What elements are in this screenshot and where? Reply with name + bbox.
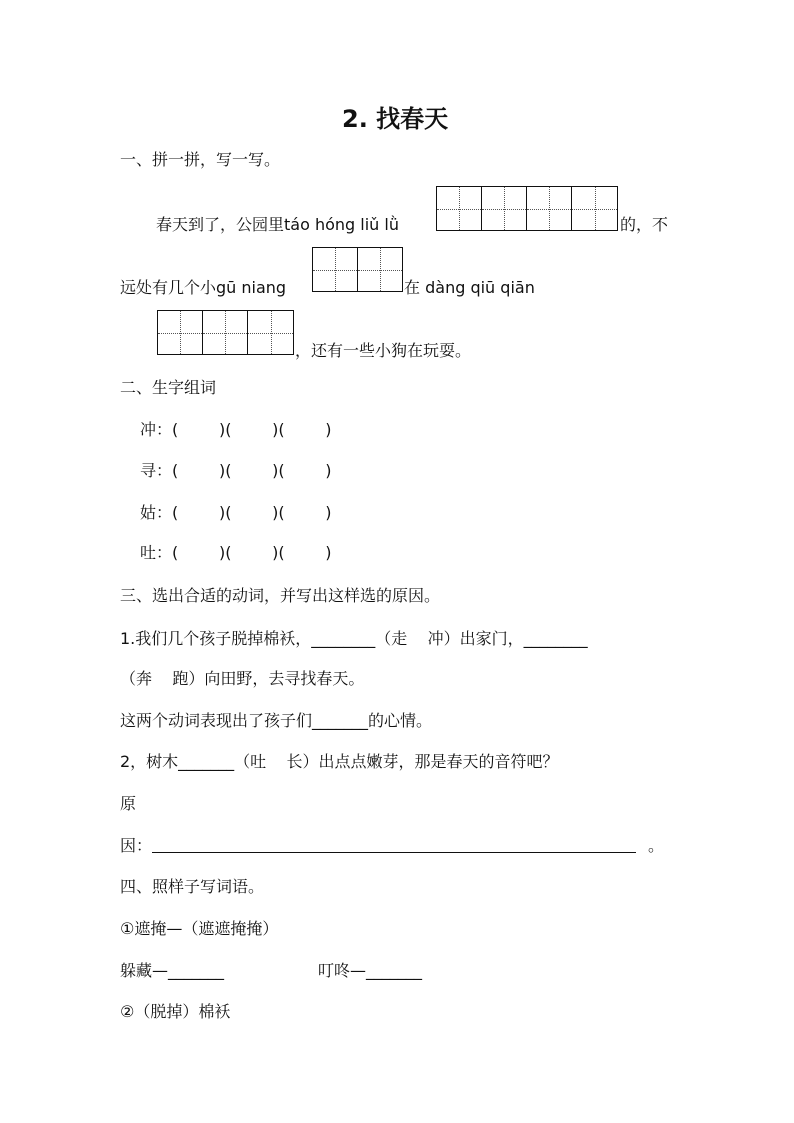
section1-heading: 一、拼一拼，写一写。 [120, 150, 281, 169]
word-row-blanks[interactable]: ( )( )( ) [172, 420, 332, 439]
grid-cell[interactable] [313, 248, 358, 291]
word-row-blanks[interactable]: ( )( )( ) [172, 543, 332, 562]
grid-cell[interactable] [572, 187, 617, 230]
reason-line [120, 836, 664, 856]
line2-prefix: 远处有几个小 [120, 278, 217, 297]
q1-line1[interactable]: 1.我们几个孩子脱掉棉袄，________（走 冲）出家门，________ [120, 629, 588, 648]
example-2: ②（脱掉）棉袄 [120, 1002, 231, 1021]
writing-grid-dangqiuqian[interactable] [157, 310, 294, 355]
grid-cell[interactable] [437, 187, 482, 230]
grid-cell[interactable] [358, 248, 403, 291]
word-row-blanks[interactable]: ( )( )( ) [172, 461, 332, 480]
word-row-char: 吐： [140, 543, 173, 562]
section1-line1 [156, 215, 399, 235]
q1-line3[interactable]: 这两个动词表现出了孩子们_______的心情。 [120, 711, 433, 730]
q2-line1[interactable]: 2，树木_______（吐 长）出点点嫩芽，那是春天的音符吧？ [120, 752, 559, 771]
grid-cell[interactable] [203, 311, 248, 354]
reason-label-b: 因： [120, 836, 153, 855]
line1-suffix: 的，不 [620, 215, 669, 234]
line3-suffix: ，还有一些小狗在玩耍。 [295, 341, 472, 360]
section1-line2 [120, 278, 286, 298]
reason-label-a: 原 [120, 794, 137, 813]
word-row-char: 寻： [140, 461, 173, 480]
line1-prefix: 春天到了，公园里 [156, 215, 285, 234]
writing-grid-guniang[interactable] [312, 247, 403, 292]
word-row-char: 冲： [140, 420, 173, 439]
pinyin-taohongliulv: táo hóng liǔ lǜ [284, 215, 399, 234]
grid-cell[interactable] [158, 311, 203, 354]
pinyin-guniang: gū niang [216, 278, 287, 297]
section3-heading: 三、选出合适的动词，并写出这样选的原因。 [120, 586, 441, 605]
word-row [140, 543, 332, 563]
writing-grid-taohongliulv[interactable] [436, 186, 618, 231]
word-row [140, 461, 332, 481]
word-row-blanks[interactable]: ( )( )( ) [172, 503, 332, 522]
line2-mid: 在 [404, 278, 421, 297]
reason-end: 。 [648, 836, 665, 855]
item-dingdong[interactable]: 叮咚—_______ [318, 961, 423, 980]
section4-heading: 四、照样子写词语。 [120, 877, 265, 896]
word-row [140, 420, 332, 440]
grid-cell[interactable] [248, 311, 293, 354]
reason-answer-line[interactable] [152, 836, 636, 853]
grid-cell[interactable] [482, 187, 527, 230]
page-title: 2. 找春天 [342, 105, 449, 133]
word-row [140, 503, 332, 523]
section2-heading: 二、生字组词 [120, 378, 217, 397]
section1-line2-cont [404, 278, 535, 298]
pinyin-dangqiuqian: dàng qiū qiān [425, 278, 535, 297]
word-row-char: 姑： [140, 503, 173, 522]
item-duocang[interactable]: 躲藏—_______ [120, 961, 225, 980]
grid-cell[interactable] [527, 187, 572, 230]
q1-line2: （奔 跑）向田野，去寻找春天。 [120, 669, 365, 688]
example-1: ①遮掩—（遮遮掩掩） [120, 919, 279, 938]
